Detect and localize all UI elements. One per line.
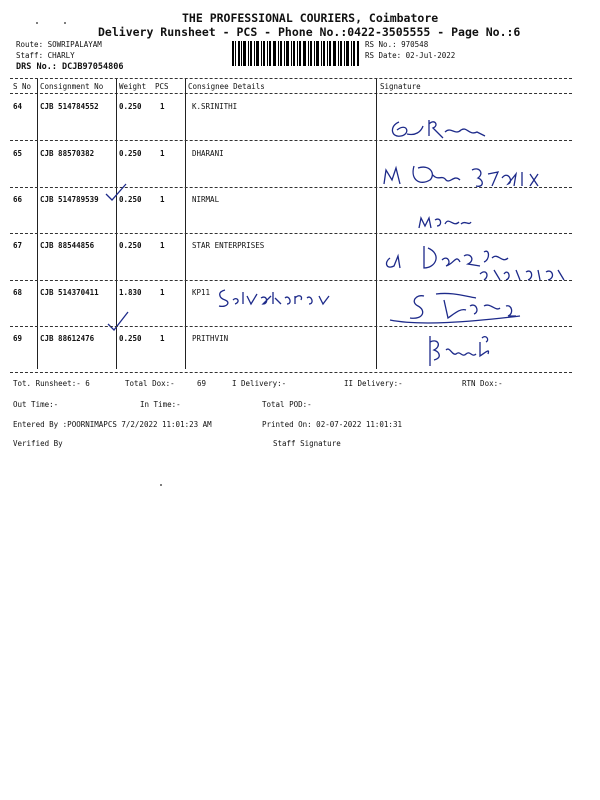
barcode-icon [232, 41, 360, 66]
row-divider [10, 280, 572, 281]
row-divider [10, 233, 572, 234]
col-signature: Signature [380, 82, 421, 91]
i-delivery: I Delivery:- [232, 379, 287, 388]
printed-on: Printed On: 02-07-2022 11:01:31 [262, 420, 402, 429]
out-time: Out Time:- [13, 400, 59, 409]
row-pcs: 1 [160, 334, 165, 343]
row-consignee: K.SRINITHI [192, 102, 238, 111]
rtn-dox: RTN Dox:- [462, 379, 503, 388]
row-pcs: 1 [160, 149, 165, 158]
col-sno: S No [13, 82, 32, 91]
rs-date: RS Date: 02-Jul-2022 [365, 51, 456, 60]
signature-row-68 [380, 286, 540, 328]
total-pod: Total POD:- [262, 400, 312, 409]
row-sno: 64 [13, 102, 23, 111]
scan-speck [36, 22, 38, 24]
row-weight: 1.830 [119, 288, 142, 297]
tot-runsheet: Tot. Runsheet:- 6 [13, 379, 90, 388]
row-weight: 0.250 [119, 102, 142, 111]
ii-delivery: II Delivery:- [344, 379, 403, 388]
scan-speck [64, 22, 66, 24]
row-divider [10, 187, 572, 188]
col-pcs: PCS [155, 82, 169, 91]
row-weight: 0.250 [119, 241, 142, 250]
drs-number: DRS No.: DCJB97054806 [16, 62, 124, 72]
rs-number: RS No.: 970548 [365, 40, 429, 49]
row-weight: 0.250 [119, 149, 142, 158]
row-pcs: 1 [160, 195, 165, 204]
row-consignee: DHARANI [192, 149, 224, 158]
verified-by: Verified By [13, 439, 63, 448]
row-divider [10, 140, 572, 141]
total-dox-label: Total Dox:- [125, 379, 175, 388]
row-sno: 69 [13, 334, 23, 343]
header-top-divider [10, 78, 572, 79]
check-mark-icon [104, 308, 132, 332]
row-consignee: KP11 [192, 288, 211, 297]
signature-row-66 [415, 210, 475, 234]
row-sno: 68 [13, 288, 23, 297]
staff-signature: Staff Signature [273, 439, 341, 448]
row-consignee: PRITHVIN [192, 334, 229, 343]
signature-row-67 [380, 240, 580, 284]
table-bottom-divider [10, 372, 572, 373]
row-consignment: CJB 514370411 [40, 288, 99, 297]
row-consignment: CJB 514789539 [40, 195, 99, 204]
col-consignee: Consignee Details [188, 82, 265, 91]
row-consignment: CJB 514784552 [40, 102, 99, 111]
signature-row-65 [380, 160, 560, 190]
row-sno: 66 [13, 195, 23, 204]
row-consignment: CJB 88544856 [40, 241, 95, 250]
row-consignee: STAR ENTERPRISES [192, 241, 265, 250]
entered-by: Entered By :POORNIMAPCS 7/2/2022 11:01:23 AM [13, 420, 212, 429]
header-bottom-divider [10, 93, 572, 94]
row-sno: 65 [13, 149, 23, 158]
row-pcs: 1 [160, 102, 165, 111]
row-pcs: 1 [160, 288, 165, 297]
in-time: In Time:- [140, 400, 181, 409]
row-sno: 67 [13, 241, 23, 250]
company-title: THE PROFESSIONAL COURIERS, Coimbatore [182, 11, 439, 25]
handwritten-consignee-name [215, 284, 335, 310]
barcode [232, 41, 360, 66]
col-weight: Weight [119, 82, 147, 91]
check-mark-icon [100, 180, 130, 204]
row-weight: 0.250 [119, 334, 142, 343]
runsheet-title: Delivery Runsheet - PCS - Phone No.:0422-3505555 - Page No.:6 [98, 25, 521, 39]
row-weight: 0.250 [119, 195, 142, 204]
scan-speck [160, 484, 162, 486]
row-consignment: CJB 88612476 [40, 334, 95, 343]
staff-label: Staff: CHARLY [16, 51, 75, 60]
route-label: Route: SOWRIPALAYAM [16, 40, 102, 49]
row-consignee: NIRMAL [192, 195, 220, 204]
signature-row-64 [385, 112, 495, 148]
row-consignment: CJB 88570382 [40, 149, 95, 158]
row-divider [10, 326, 572, 327]
col-consignment: Consignment No [40, 82, 104, 91]
total-dox-value: 69 [197, 379, 207, 388]
signature-row-69 [420, 332, 500, 372]
row-pcs: 1 [160, 241, 165, 250]
